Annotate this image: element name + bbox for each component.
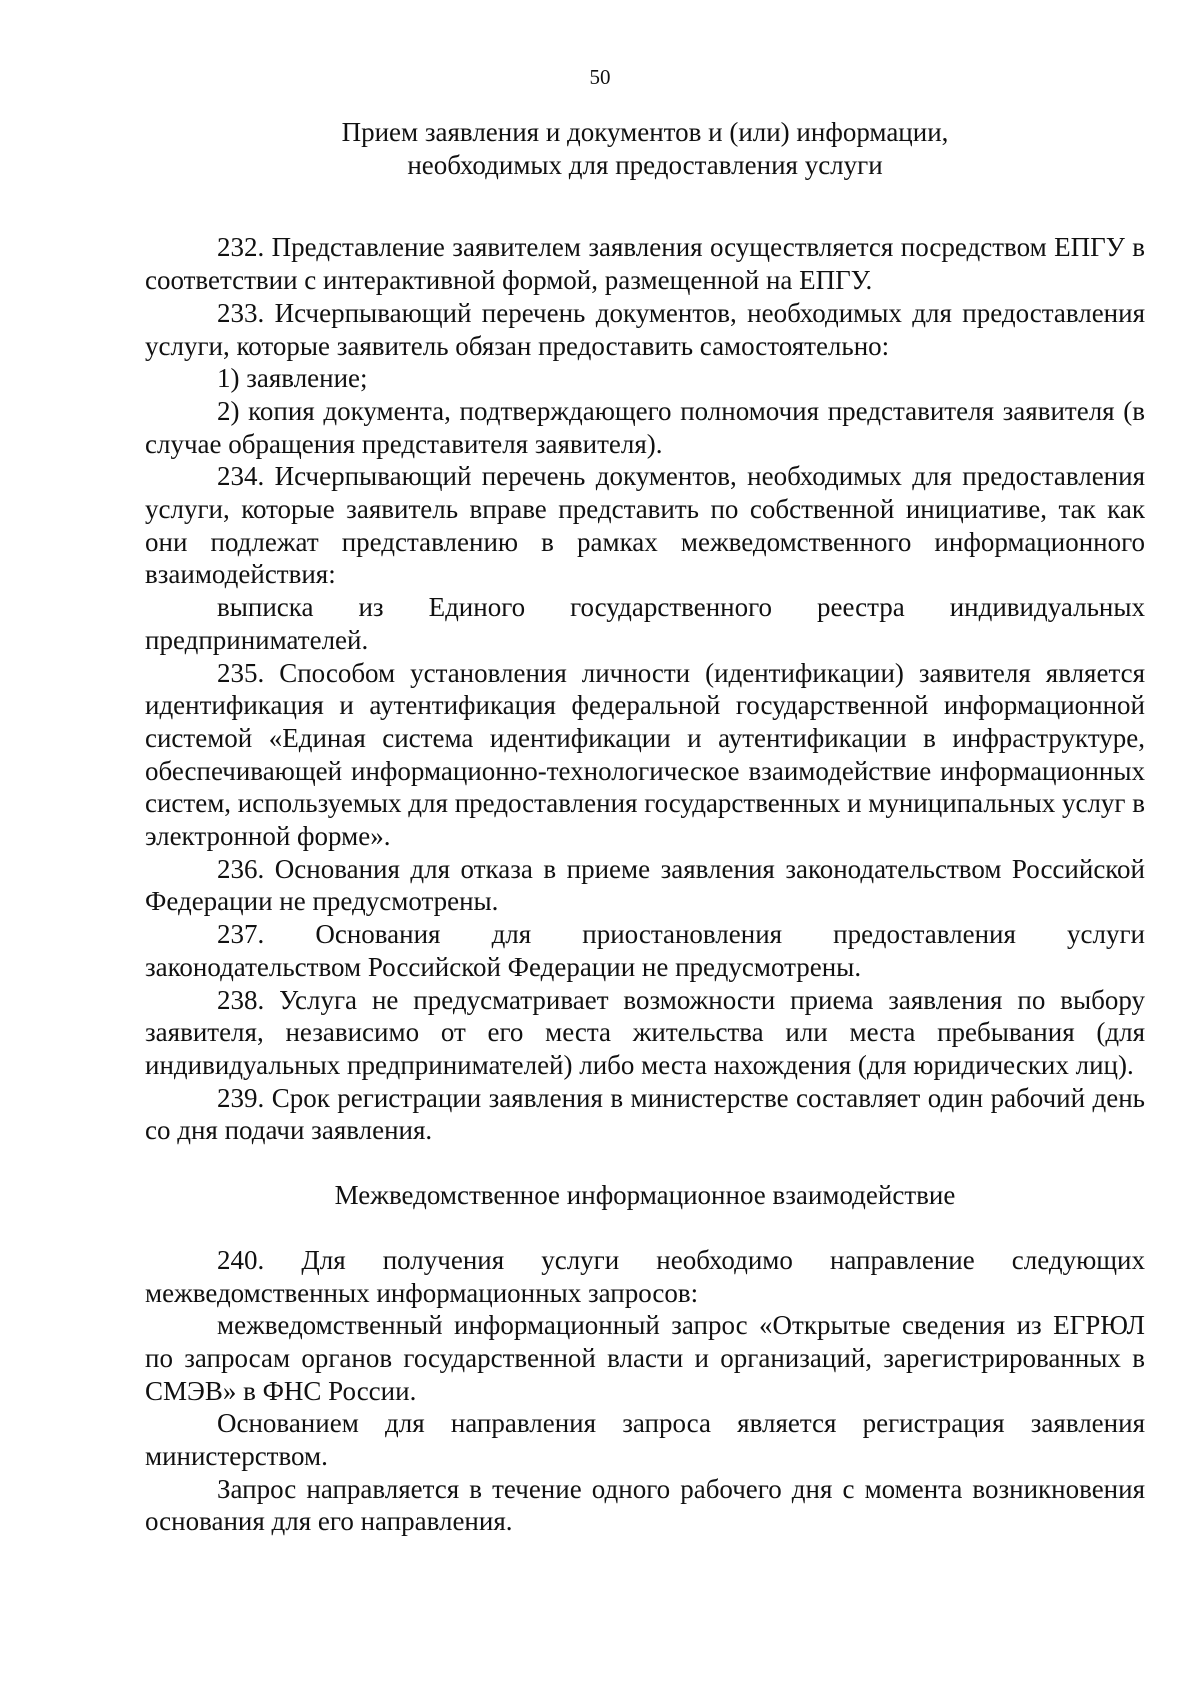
paragraph-239: 239. Срок регистрации заявления в министерстве составляет один рабочий день со дня подачи заявления. [145,1082,1145,1146]
section-heading-line: необходимых для предоставления услуги [407,149,883,180]
paragraph-235: 235. Способом установления личности (идентификации) заявителя является идентификация и аутентификация федеральной государственной информационной системой «Единая система идентификации и аутентификации в инфраструктуре, обеспечивающей информационно-технологическое взаимодействие информационных систем, используемых для предоставления государственных и муниципальных услуг в электронной форме». [145,657,1145,852]
paragraph-236: 236. Основания для отказа в приеме заявления законодательством Российской Федерации не предусмотрены. [145,853,1145,917]
paragraph-233: 233. Исчерпывающий перечень документов, необходимых для предоставления услуги, которые заявитель обязан предоставить самостоятельно: [145,297,1145,361]
paragraph-238: 238. Услуга не предусматривает возможности приема заявления по выбору заявителя, независимо от его места жительства или места пребывания (для индивидуальных предпринимателей) либо места нахождения (для юридических лиц). [145,984,1145,1080]
section-heading-interagency: Межведомственное информационное взаимодействие [334,1180,956,1211]
list-item-egrip-extract: выписка из Единого государственного реестра индивидуальных предпринимателей. [145,592,1145,655]
list-item-egrul-request: межведомственный информационный запрос «Открытые сведения из ЕГРЮЛ по запросам органов государственной власти и организаций, зарегистрированных в СМЭВ» в ФНС России. [145,1310,1145,1406]
paragraph-request-basis: Основанием для направления запроса является регистрация заявления министерством. [145,1408,1145,1472]
section-heading-line: Прием заявления и документов и (или) информации, [341,117,949,147]
section-heading-reception [145,116,1145,181]
paragraph-234: 234. Исчерпывающий перечень документов, необходимых для предоставления услуги, которые заявитель вправе представить по собственной инициативе, так как они подлежат представлению в рамках межведомственного информационного взаимодействия: [145,461,1145,590]
paragraph-232: 232. Представление заявителем заявления осуществляется посредством ЕПГУ в соответствии с интерактивной формой, размещенной на ЕПГУ. [145,232,1145,296]
paragraph-request-deadline: Запрос направляется в течение одного рабочего дня с момента возникновения основания для его направления. [145,1473,1145,1537]
list-item-application: 1) заявление; [217,363,368,394]
paragraph-240: 240. Для получения услуги необходимо направление следующих межведомственных информационных запросов: [145,1244,1145,1308]
document-body [145,116,1145,1538]
page-number: 50 [589,65,611,89]
paragraph-237: 237. Основания для приостановления предоставления услуги законодательством Российской Федерации не предусмотрены. [145,919,1145,982]
list-item-authority-copy: 2) копия документа, подтверждающего полномочия представителя заявителя (в случае обращения представителя заявителя). [145,395,1145,459]
